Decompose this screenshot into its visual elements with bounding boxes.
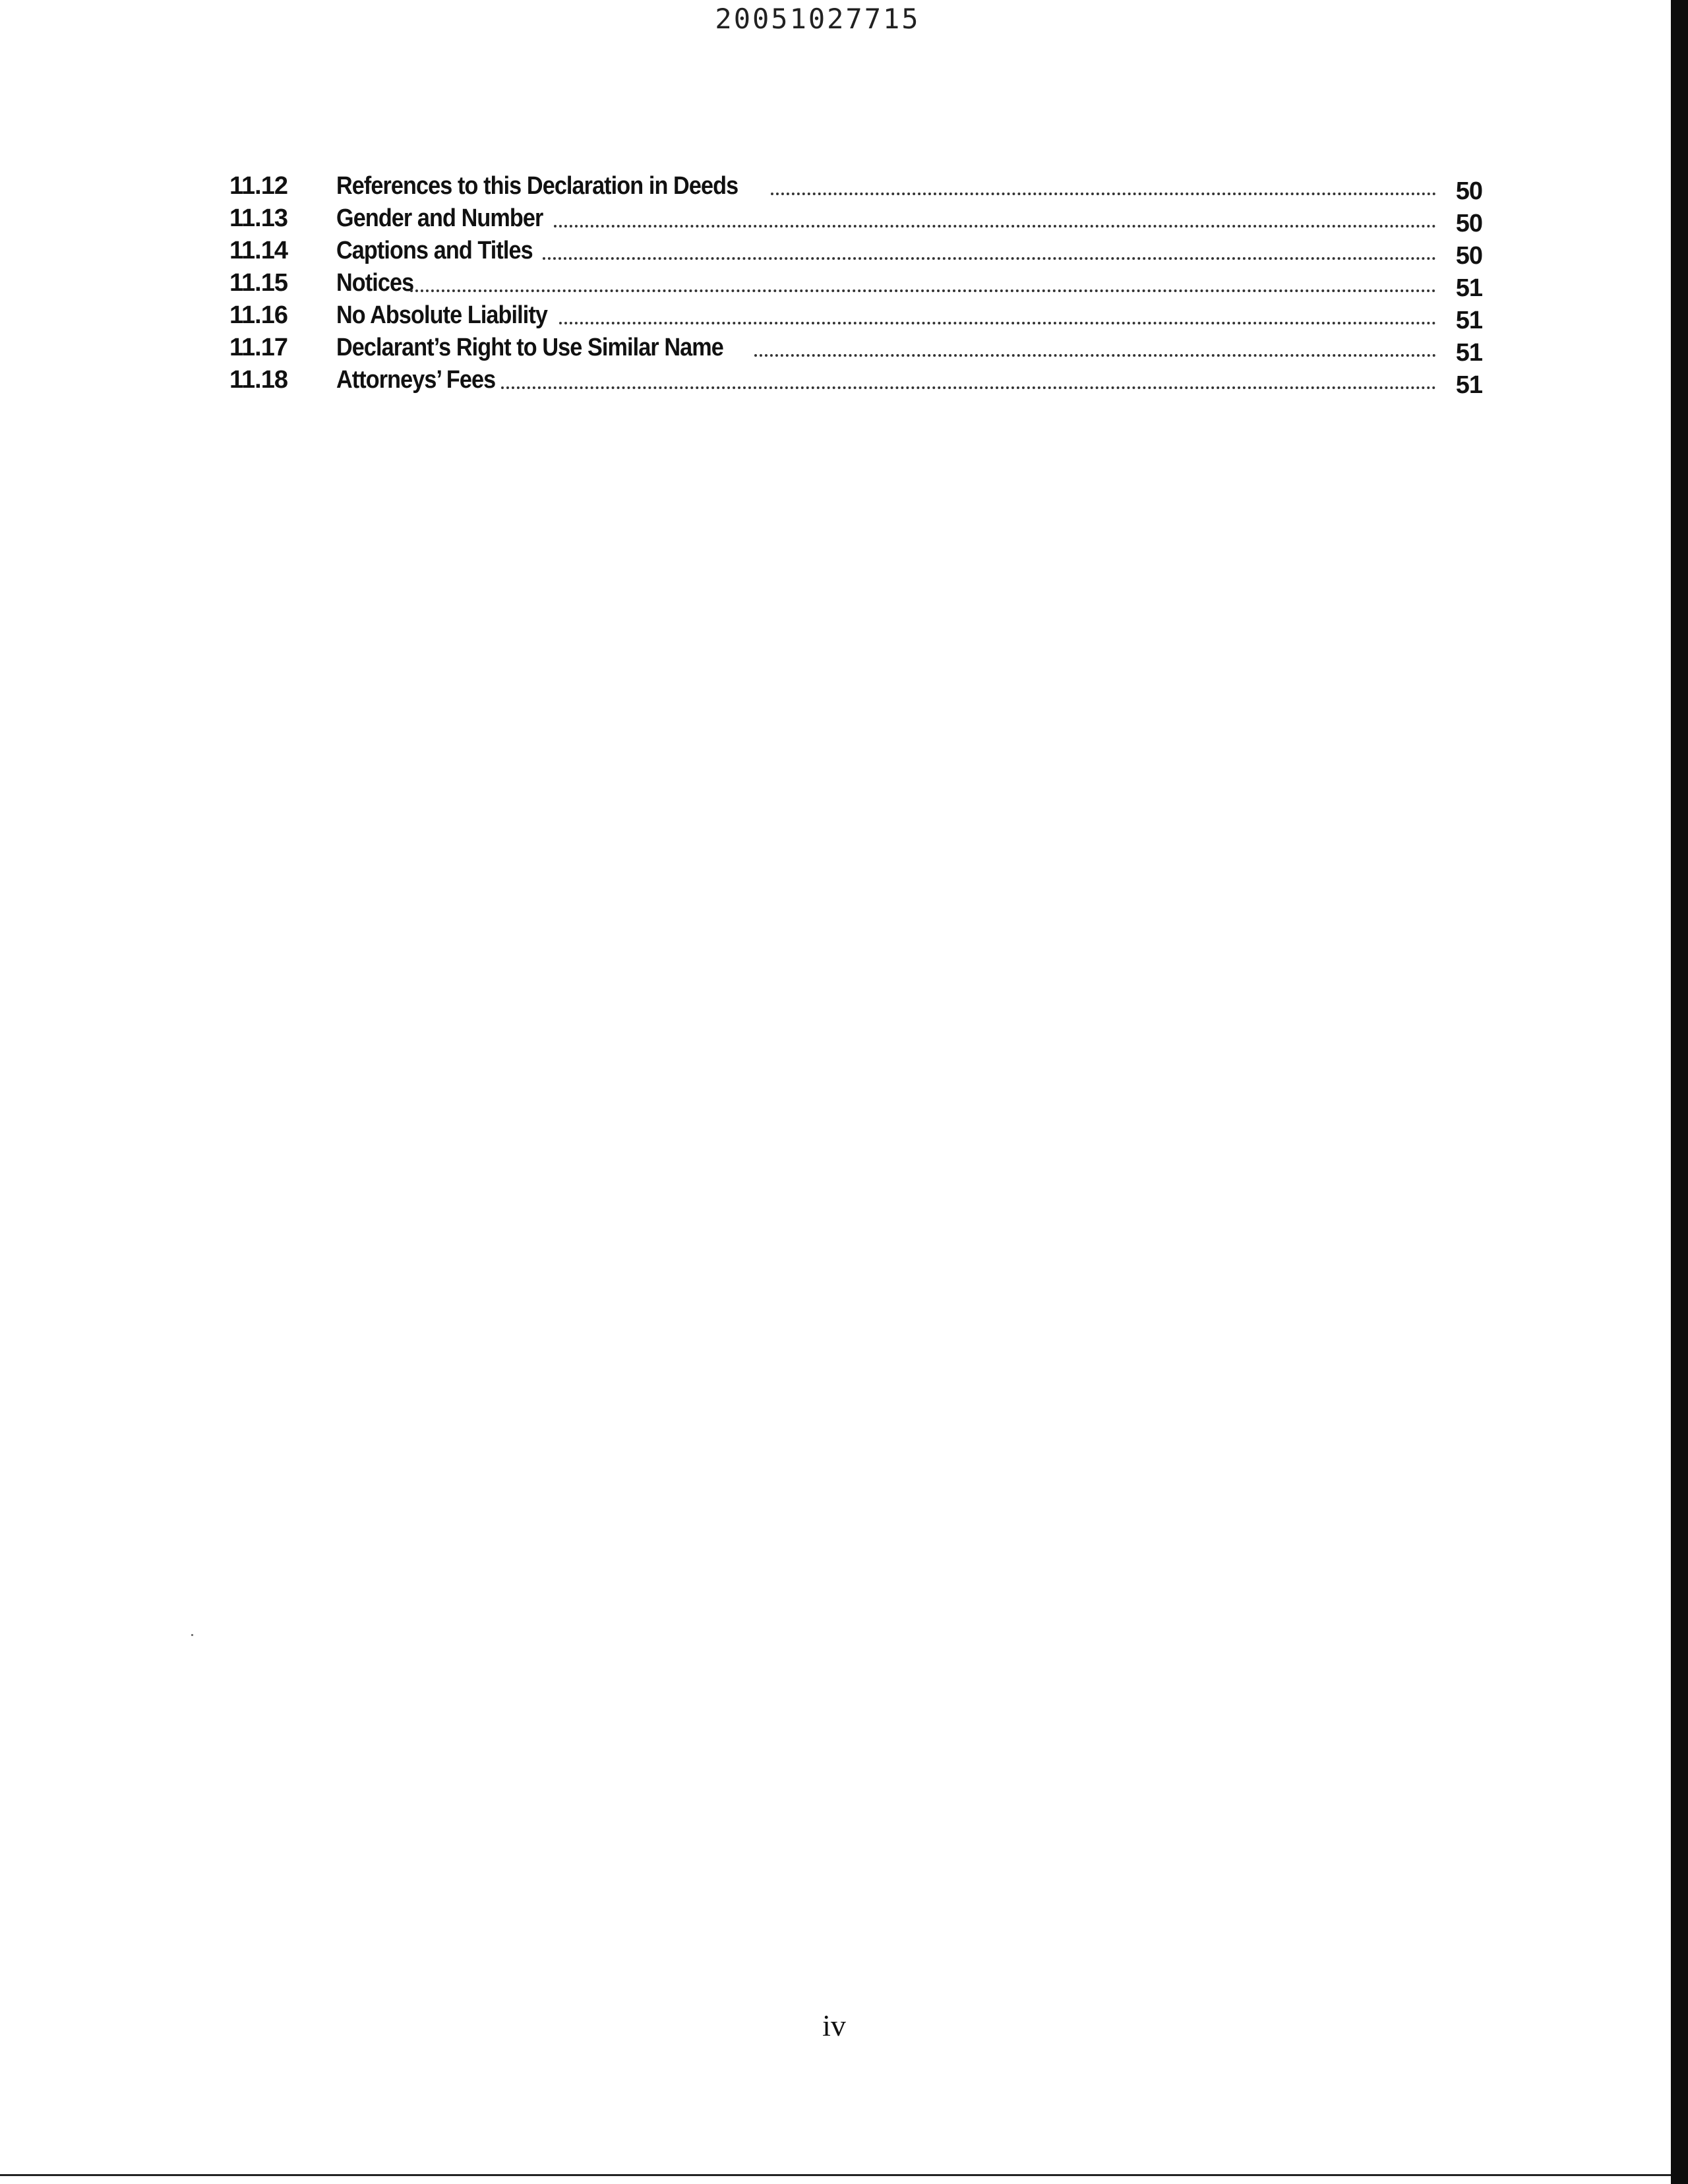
toc-entry [229,362,1482,400]
toc-entry-title: No Absolute Liability [336,301,547,330]
toc-entry-page: 50 [1455,210,1482,238]
toc-entry-title: Notices [336,269,414,297]
toc-leader-dots [771,193,1436,195]
toc-entry-number: 11.12 [229,172,287,200]
toc-entry [229,200,1482,238]
page-number: iv [822,2009,846,2042]
toc-entry-number: 11.16 [229,301,287,330]
toc-entry [229,265,1482,303]
toc-leader-dots [410,289,1436,292]
toc-entry-page: 50 [1455,177,1482,206]
toc-entry-title: References to this Declaration in Deeds [336,172,738,200]
toc-entry-title: Attorneys’ Fees [336,366,496,394]
toc-leader-dots [754,354,1436,357]
toc-leader-dots [543,257,1436,260]
table-of-contents [229,168,1482,400]
toc-entry-title: Gender and Number [336,204,543,233]
toc-entry-page: 51 [1455,371,1482,400]
toc-entry-number: 11.18 [229,366,287,394]
toc-entry-page: 51 [1455,307,1482,335]
toc-entry [229,168,1482,206]
toc-entry-number: 11.14 [229,237,287,265]
toc-entry [229,297,1482,335]
toc-entry-number: 11.15 [229,269,287,297]
toc-leader-dots [554,225,1436,228]
toc-entry [229,233,1482,270]
toc-entry-page: 50 [1455,242,1482,270]
bottom-scan-edge [0,2174,1672,2176]
toc-entry [229,330,1482,367]
toc-entry-page: 51 [1455,339,1482,367]
toc-leader-dots [559,322,1437,324]
toc-entry-title: Captions and Titles [336,237,533,265]
toc-entry-number: 11.13 [229,204,287,233]
toc-entry-number: 11.17 [229,334,287,362]
toc-entry-page: 51 [1455,274,1482,303]
document-number: 20051027715 [715,3,920,35]
scan-speck [191,1634,193,1636]
toc-leader-dots [501,386,1436,389]
right-scan-edge [1671,0,1688,2184]
toc-entry-title: Declarant’s Right to Use Similar Name [336,334,723,362]
